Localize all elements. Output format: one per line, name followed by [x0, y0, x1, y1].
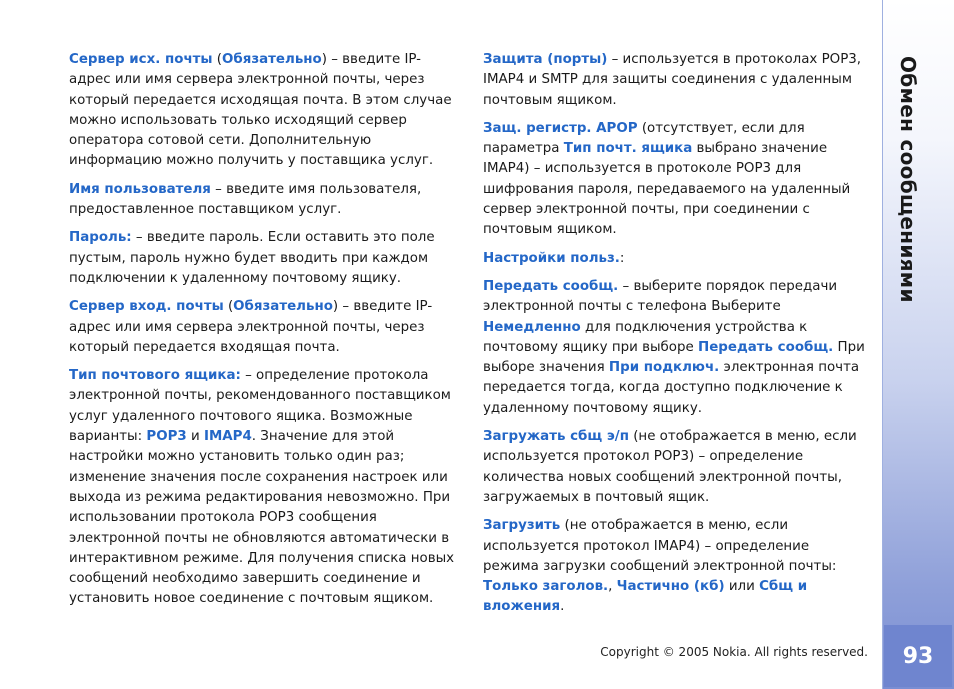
menu-term: Защита (порты) [483, 52, 608, 67]
menu-term: Обязательно [233, 299, 333, 315]
paragraph [483, 119, 869, 241]
body-text: – выберите порядок передачи электронной почты с телефона Выберите [483, 278, 838, 315]
menu-term: Только заголов. [483, 579, 609, 595]
section-title: Обмен сообщениями [896, 56, 920, 303]
body-text: . [560, 599, 565, 615]
paragraph [483, 50, 869, 111]
menu-term: Имя пользователя [69, 181, 211, 197]
paragraph [483, 277, 869, 419]
body-text: для подключения устройства к почтовому ящику при выборе [483, 319, 808, 355]
body-text: , [608, 579, 617, 595]
menu-term: При подключ. [608, 360, 720, 376]
menu-term: Сбщ и вложения [483, 579, 808, 615]
sidebar-divider [882, 0, 883, 689]
paragraph [483, 516, 869, 617]
body-text: – введите пароль. Если оставить это поле пустым, пароль нужно будет вводить при каждом подключении к удаленному почтовому ящику. [69, 230, 435, 286]
body-text: ( [212, 52, 223, 67]
menu-term: Немедленно [483, 319, 581, 335]
menu-term: Передать сообщ. [483, 278, 619, 294]
paragraph [69, 297, 461, 358]
menu-term: POP3 [146, 429, 187, 445]
body-text: (отсутствует, если для параметра [483, 120, 805, 157]
body-text: выбрано значение IMAP4) – используется в протоколе POP3 для шифрования пароля, передаваемого на удаленный сервер электронной почты, при соединении с почтовым ящиком. [483, 141, 851, 238]
body-text: . Значение для этой настройки можно установить только один раз; изменение значения после сохранения настроек или выхода из режима редактирования невозможно. При использовании протокола POP3 сообщения электронной почты не обновляются автоматически в интерактивном режиме. Для получения списка новых сообщений необходимо завершить соединение и установить новое соединение с почтовым ящиком. [69, 429, 455, 607]
body-text: ( [223, 299, 234, 315]
menu-term: Передать сообщ. [697, 339, 834, 355]
body-text: (не отображается в меню, если используется протокол IMAP4) – определение режима загрузки сообщений электронной почты: [483, 518, 837, 574]
menu-term: IMAP4 [203, 429, 252, 445]
body-text: – введите имя пользователя, предоставленное поставщиком услуг. [69, 181, 422, 218]
paragraph [483, 427, 869, 508]
body-text: или [724, 579, 760, 595]
menu-term: Загружать сбщ э/п [483, 429, 629, 445]
paragraph [69, 228, 461, 289]
menu-term: Сервер исх. почты [69, 52, 213, 67]
menu-term: Настройки польз. [483, 250, 620, 266]
right-column [483, 50, 869, 626]
body-text: и [186, 429, 204, 445]
body-text: электронная почта передается тогда, когда доступно подключение к удаленному почтовому ящику. [483, 360, 860, 416]
paragraph [69, 366, 461, 610]
paragraph [483, 249, 869, 269]
body-text: : [619, 250, 625, 266]
menu-term: Частично (кб) [616, 579, 725, 595]
menu-term: Загрузить [483, 518, 561, 534]
page-number: 93 [884, 625, 952, 687]
body-text: ) – введите IP-адрес или имя сервера электронной почты, через который передается входящая почта. [69, 299, 433, 355]
body-text: – определение протокола электронной почты, рекомендованного поставщиком услуг удаленного почтового ящика. Возможные варианты: [69, 368, 451, 445]
left-column [69, 50, 461, 618]
menu-term: Тип почт. ящика [563, 141, 693, 157]
body-text: – используется в протоколах POP3, IMAP4 и SMTP для защиты соединения с удаленным почтовым ящиком. [483, 52, 862, 108]
paragraph [69, 50, 461, 172]
menu-term: Защ. регистр. APOP [483, 120, 638, 136]
menu-term: Обязательно [222, 52, 322, 67]
body-text: (не отображается в меню, если используется протокол POP3) – определение количества новых сообщений электронной почты, загружаемых в почтовый ящик. [483, 429, 857, 505]
copyright-notice: Copyright © 2005 Nokia. All rights reserved. [600, 645, 868, 659]
menu-term: Пароль: [69, 230, 132, 246]
menu-term: Сервер вход. почты [69, 299, 224, 315]
menu-term: Тип почтового ящика: [69, 368, 241, 384]
body-text: ) – введите IP-адрес или имя сервера электронной почты, через который передается исходящая почта. В этом случае можно использовать только исходящий сервер оператора сотовой сети. Дополнительную информацию можно получить у поставщика услуг. [69, 52, 452, 169]
paragraph [69, 180, 461, 221]
body-text: При выборе значения [483, 339, 865, 376]
